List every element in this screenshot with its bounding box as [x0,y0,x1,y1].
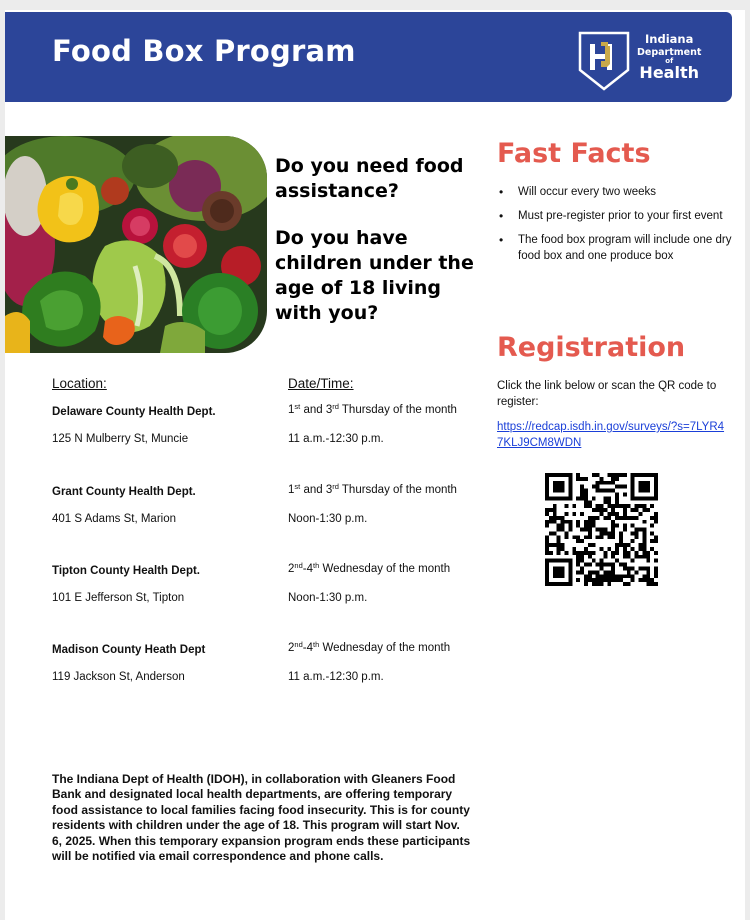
location-header: Location: [52,376,107,391]
datetime-header: Date/Time: [288,376,354,391]
registration-title: Registration [497,332,686,363]
qr-code-icon[interactable] [545,473,658,586]
fact-item: • Must pre-register prior to your first event [497,208,737,224]
vegetables-photo [5,136,267,353]
assistance-questions [275,154,485,326]
fact-item: • The food box program will include one dry food box and one produce box [497,232,737,264]
entry-address: 125 N Mulberry St, Muncie [52,433,189,445]
entry-time: Noon-1:30 p.m. [288,513,368,525]
entry-day: 1st and 3rd Thursday of the month [288,482,457,496]
indiana-health-logo-icon [577,30,631,92]
fast-facts-list [497,184,737,272]
logo-text: Indiana Department of Health [637,32,702,82]
flyer-page [5,10,745,920]
program-description: The Indiana Dept of Health (IDOH), in collaboration with Gleaners Food Bank and designated local health departments, are offering temporary food assistance to local families facing food insecurity. This is for county residents with children under the age of 18. This program will start Nov. 6, 2025. When this temporary expansion program ends these participants will be notified via email correspondence and phone calls. [52,772,471,864]
entry-name: Grant County Health Dept. [52,486,196,498]
entry-day: 2nd-4th Wednesday of the month [288,640,451,654]
fact-item: • Will occur every two weeks [497,184,737,200]
entry-day: 1st and 3rd Thursday of the month [288,402,457,416]
registration-link[interactable]: https://redcap.isdh.in.gov/surveys/?s=7LYR47KLJ9CM8WDN [497,421,725,449]
indiana-health-logo [577,30,707,92]
entry-time: Noon-1:30 p.m. [288,592,368,604]
entry-address: 401 S Adams St, Marion [52,513,177,525]
header-banner [5,12,732,102]
question-children: Do you have children under the age of 18 living with you? [275,227,474,324]
entry-name: Madison County Heath Dept [52,644,206,656]
entry-address: 119 Jackson St, Anderson [52,671,185,683]
entry-address: 101 E Jefferson St, Tipton [52,592,185,604]
entry-time: 11 a.m.-12:30 p.m. [288,671,384,683]
registration-instructions: Click the link below or scan the QR code to register: [497,380,717,408]
question-food-assistance: Do you need food assistance? [275,155,464,202]
entry-time: 11 a.m.-12:30 p.m. [288,433,384,445]
page-title: Food Box Program [52,34,356,68]
entry-name: Tipton County Health Dept. [52,565,201,577]
entry-name: Delaware County Health Dept. [52,406,216,418]
entry-day: 2nd-4th Wednesday of the month [288,561,451,575]
fast-facts-title: Fast Facts [497,138,651,169]
